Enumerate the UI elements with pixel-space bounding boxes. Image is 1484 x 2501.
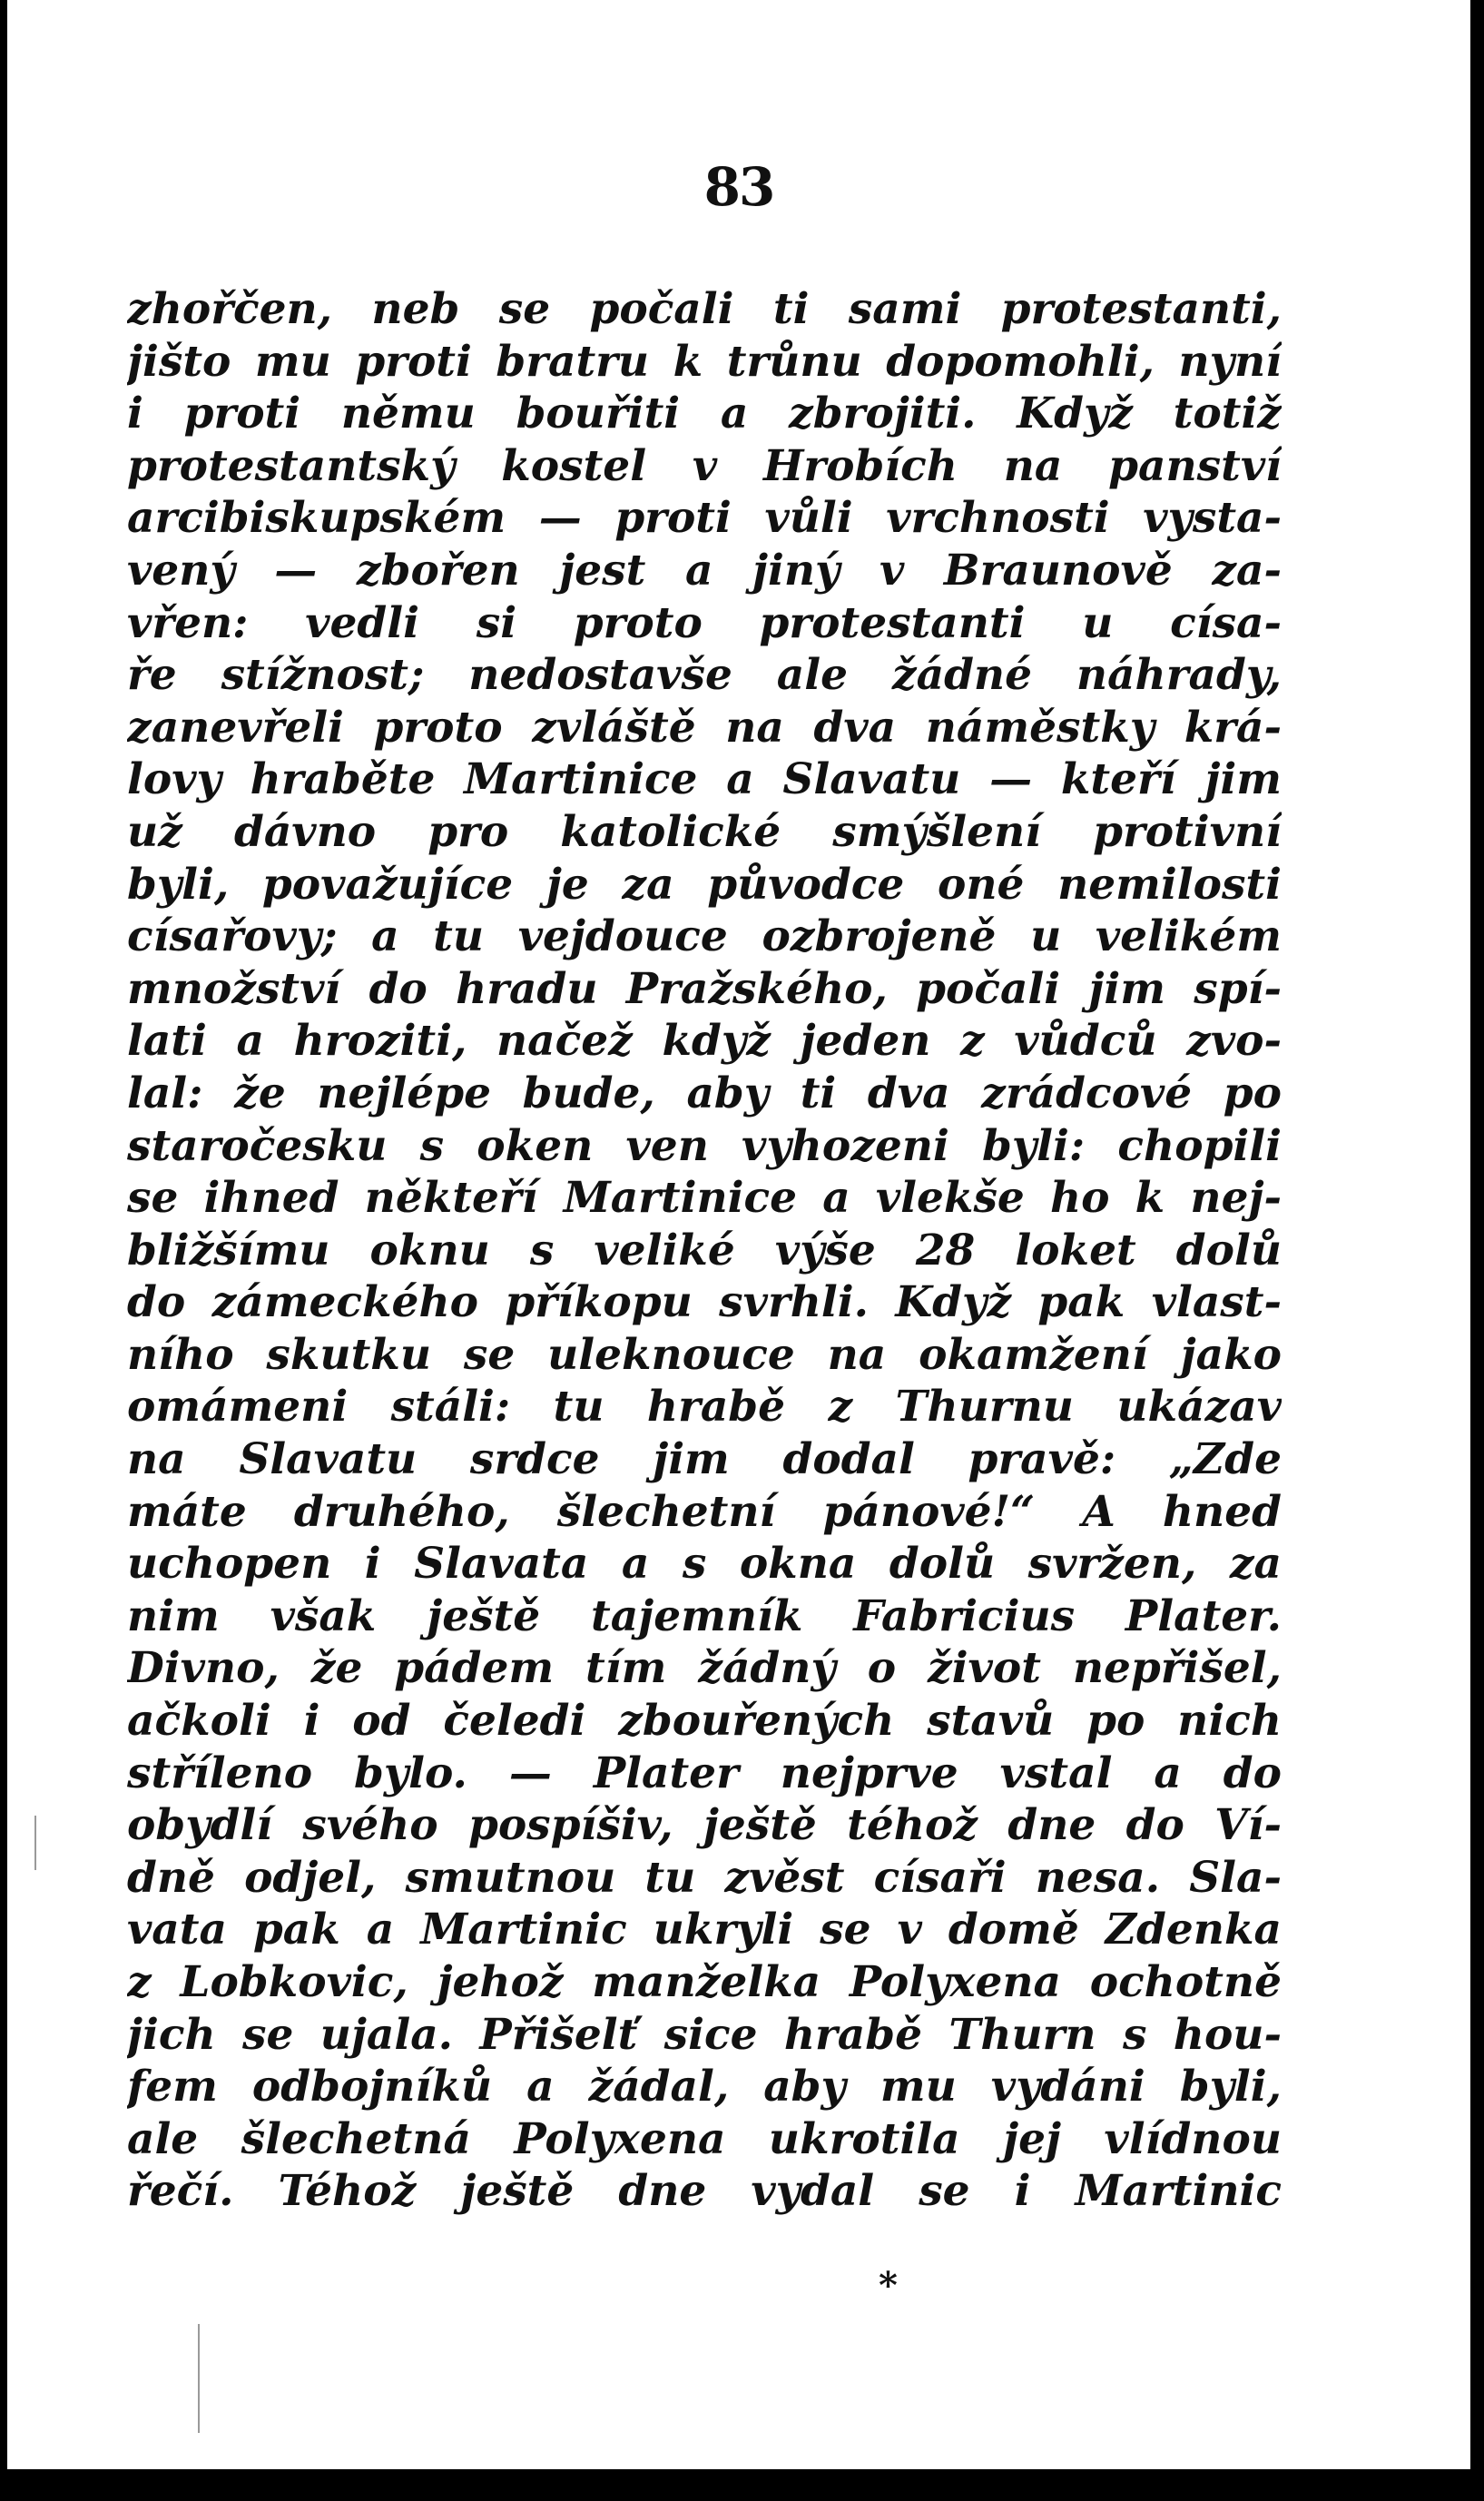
text-line: dně odjel, smutnou tu zvěst císaři nesa. Sla- xyxy=(127,1852,1282,1903)
text-line: řečí. Téhož ještě dne vydal se i Martinic xyxy=(127,2166,1282,2217)
text-line: už dávno pro katolické smýšlení protivní xyxy=(127,806,1282,857)
text-line: omámeni stáli: tu hrabě z Thurnu ukázav xyxy=(127,1382,1282,1433)
text-line: arcibiskupském — proti vůli vrchnosti vysta- xyxy=(127,493,1282,544)
text-line: vata pak a Martinic ukryli se v domě Zdenka xyxy=(127,1905,1282,1955)
text-line: vený — zbořen jest a jiný v Braunově za- xyxy=(127,545,1282,596)
catchword-mark: * xyxy=(879,2264,898,2307)
text-line: protestantský kostel v Hrobích na panství xyxy=(127,440,1282,491)
text-line: z Lobkovic, jehož manželka Polyxena ochotně xyxy=(127,1957,1282,2007)
paper-edge-mark xyxy=(34,1816,36,1870)
text-line: lovy hraběte Martinice a Slavatu — kteří jim xyxy=(127,754,1282,805)
text-line: bližšímu oknu s veliké výše 28 loket dolů xyxy=(127,1225,1282,1275)
text-line: ře stížnost; nedostavše ale žádné náhrady, xyxy=(127,650,1282,701)
text-line: na Slavatu srdce jim dodal pravě: „Zde xyxy=(127,1434,1282,1485)
text-line: máte druhého, šlechetní pánové!“ A hned xyxy=(127,1486,1282,1537)
text-line: stříleno bylo. — Plater nejprve vstal a do xyxy=(127,1748,1282,1798)
text-line: množství do hradu Pražského, počali jim spí- xyxy=(127,963,1282,1014)
text-line: zhořčen, neb se počali ti sami protestanti, xyxy=(127,284,1282,334)
book-page xyxy=(7,0,1470,2469)
text-line: ního skutku se uleknouce na okamžení jako xyxy=(127,1329,1282,1380)
text-line: jich se ujala. Přišelť sice hrabě Thurn s hou- xyxy=(127,2009,1282,2060)
text-line: staročesku s oken ven vyhozeni byli: chopili xyxy=(127,1120,1282,1171)
text-line: Divno, že pádem tím žádný o život nepřišel, xyxy=(127,1643,1282,1694)
text-line: vřen: vedli si proto protestanti u císa- xyxy=(127,597,1282,648)
text-line: jišto mu proti bratru k trůnu dopomohli, nyní xyxy=(127,336,1282,387)
text-line: císařovy; a tu vejdouce ozbrojeně u velikém xyxy=(127,911,1282,962)
text-line: obydlí svého pospíšiv, ještě téhož dne do Ví- xyxy=(127,1800,1282,1851)
text-line: se ihned někteří Martinice a vlekše ho k nej- xyxy=(127,1173,1282,1224)
text-line: byli, považujíce je za původce oné nemilosti xyxy=(127,859,1282,910)
page-number: 83 xyxy=(703,156,774,218)
text-line: lati a hroziti, načež když jeden z vůdců zvo- xyxy=(127,1016,1282,1067)
text-line: uchopen i Slavata a s okna dolů svržen, za xyxy=(127,1539,1282,1590)
body-text xyxy=(127,283,1282,2218)
paper-edge-mark xyxy=(198,2324,200,2433)
text-line: nim však ještě tajemník Fabricius Plater. xyxy=(127,1590,1282,1641)
text-line: ale šlechetná Polyxena ukrotila jej vlídnou xyxy=(127,2113,1282,2164)
text-line: zanevřeli proto zvláště na dva náměstky krá- xyxy=(127,702,1282,753)
text-line: lal: že nejlépe bude, aby ti dva zrádcové po xyxy=(127,1068,1282,1118)
text-line: fem odbojníků a žádal, aby mu vydáni byli, xyxy=(127,2062,1282,2112)
text-line: do zámeckého příkopu svrhli. Když pak vlast- xyxy=(127,1277,1282,1328)
text-line: ačkoli i od čeledi zbouřených stavů po nich xyxy=(127,1696,1282,1747)
text-line: i proti němu bouřiti a zbrojiti. Když totiž xyxy=(127,389,1282,439)
